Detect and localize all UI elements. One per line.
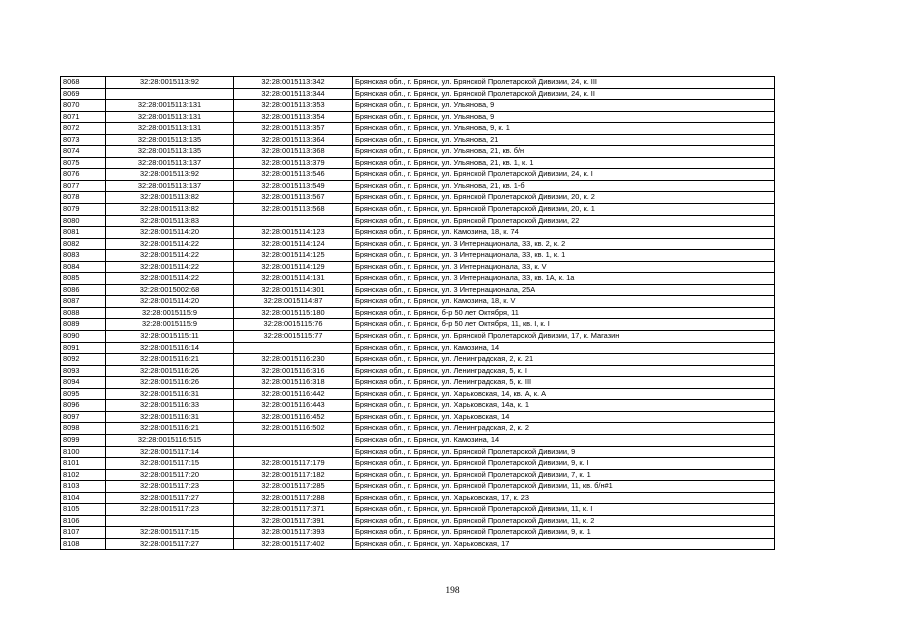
object-cadastral-number-cell: 32:28:0015113:344 [234, 88, 353, 100]
object-cadastral-number-cell: 32:28:0015117:285 [234, 481, 353, 493]
row-number-cell: 8104 [61, 492, 106, 504]
land-plot-cadastral-number-cell: 32:28:0015116:21 [106, 354, 234, 366]
table-row [61, 250, 775, 262]
land-plot-cadastral-number-cell: 32:28:0015113:83 [106, 215, 234, 227]
land-plot-cadastral-number-cell: 32:28:0015117:15 [106, 458, 234, 470]
row-number-cell: 8074 [61, 146, 106, 158]
row-number-cell: 8107 [61, 527, 106, 539]
table-row [61, 192, 775, 204]
land-plot-cadastral-number-cell: 32:28:0015114:22 [106, 273, 234, 285]
row-number-cell: 8084 [61, 261, 106, 273]
row-number-cell: 8082 [61, 238, 106, 250]
table-row [61, 169, 775, 181]
land-plot-cadastral-number-cell: 32:28:0015113:92 [106, 77, 234, 89]
row-number-cell: 8080 [61, 215, 106, 227]
table-row [61, 527, 775, 539]
land-plot-cadastral-number-cell: 32:28:0015116:31 [106, 411, 234, 423]
land-plot-cadastral-number-cell: 32:28:0015113:92 [106, 169, 234, 181]
table-row [61, 458, 775, 470]
object-cadastral-number-cell: 32:28:0015116:442 [234, 388, 353, 400]
table-row [61, 134, 775, 146]
row-number-cell: 8097 [61, 411, 106, 423]
row-number-cell: 8105 [61, 504, 106, 516]
table-row [61, 388, 775, 400]
row-number-cell: 8106 [61, 515, 106, 527]
object-cadastral-number-cell: 32:28:0015117:391 [234, 515, 353, 527]
object-cadastral-number-cell: 32:28:0015115:76 [234, 319, 353, 331]
row-number-cell: 8103 [61, 481, 106, 493]
object-cadastral-number-cell: 32:28:0015113:342 [234, 77, 353, 89]
table-row [61, 261, 775, 273]
address-cell: Брянская обл., г. Брянск, б-р 50 лет Октября, 11, кв. I, к. I [353, 319, 775, 331]
cadastral-registry-table [60, 76, 775, 550]
registry-table-body [61, 77, 775, 550]
table-row [61, 469, 775, 481]
table-row [61, 342, 775, 354]
address-cell: Брянская обл., г. Брянск, ул. Брянской Пролетарской Дивизии, 7, к. 1 [353, 469, 775, 481]
address-cell: Брянская обл., г. Брянск, ул. Брянской Пролетарской Дивизии, 24, к. III [353, 77, 775, 89]
address-cell: Брянская обл., г. Брянск, ул. Брянской Пролетарской Дивизии, 9, к. I [353, 458, 775, 470]
object-cadastral-number-cell: 32:28:0015116:443 [234, 400, 353, 412]
page-number: 198 [445, 586, 460, 596]
table-row [61, 365, 775, 377]
address-cell: Брянская обл., г. Брянск, ул. Брянской Пролетарской Дивизии, 20, к. 2 [353, 192, 775, 204]
table-row [61, 215, 775, 227]
table-row [61, 423, 775, 435]
row-number-cell: 8071 [61, 111, 106, 123]
object-cadastral-number-cell: 32:28:0015117:402 [234, 538, 353, 550]
address-cell: Брянская обл., г. Брянск, ул. Ульянова, 21, кв. 1-б [353, 180, 775, 192]
table-row [61, 273, 775, 285]
row-number-cell: 8089 [61, 319, 106, 331]
object-cadastral-number-cell: 32:28:0015113:368 [234, 146, 353, 158]
row-number-cell: 8100 [61, 446, 106, 458]
object-cadastral-number-cell: 32:28:0015117:371 [234, 504, 353, 516]
address-cell: Брянская обл., г. Брянск, ул. Ленинградская, 2, к. 21 [353, 354, 775, 366]
address-cell: Брянская обл., г. Брянск, ул. Брянской Пролетарской Дивизии, 24, к. I [353, 169, 775, 181]
row-number-cell: 8077 [61, 180, 106, 192]
object-cadastral-number-cell [234, 434, 353, 446]
land-plot-cadastral-number-cell: 32:28:0015113:131 [106, 111, 234, 123]
object-cadastral-number-cell: 32:28:0015117:179 [234, 458, 353, 470]
table-row [61, 411, 775, 423]
object-cadastral-number-cell: 32:28:0015114:131 [234, 273, 353, 285]
object-cadastral-number-cell: 32:28:0015116:318 [234, 377, 353, 389]
row-number-cell: 8075 [61, 157, 106, 169]
address-cell: Брянская обл., г. Брянск, ул. Камозина, 14 [353, 434, 775, 446]
land-plot-cadastral-number-cell: 32:28:0015115:9 [106, 307, 234, 319]
row-number-cell: 8081 [61, 227, 106, 239]
address-cell: Брянская обл., г. Брянск, ул. Брянской Пролетарской Дивизии, 22 [353, 215, 775, 227]
land-plot-cadastral-number-cell: 32:28:0015116:14 [106, 342, 234, 354]
object-cadastral-number-cell: 32:28:0015113:568 [234, 204, 353, 216]
row-number-cell: 8108 [61, 538, 106, 550]
address-cell: Брянская обл., г. Брянск, б-р 50 лет Октября, 11 [353, 307, 775, 319]
address-cell: Брянская обл., г. Брянск, ул. Харьковская, 14а, к. 1 [353, 400, 775, 412]
table-row [61, 400, 775, 412]
object-cadastral-number-cell: 32:28:0015116:502 [234, 423, 353, 435]
address-cell: Брянская обл., г. Брянск, ул. 3 Интернационала, 33, к. V [353, 261, 775, 273]
row-number-cell: 8076 [61, 169, 106, 181]
address-cell: Брянская обл., г. Брянск, ул. Камозина, 18, к. 74 [353, 227, 775, 239]
object-cadastral-number-cell: 32:28:0015113:357 [234, 123, 353, 135]
address-cell: Брянская обл., г. Брянск, ул. Камозина, 18, к. V [353, 296, 775, 308]
land-plot-cadastral-number-cell [106, 88, 234, 100]
table-row [61, 227, 775, 239]
land-plot-cadastral-number-cell: 32:28:0015116:31 [106, 388, 234, 400]
table-row [61, 157, 775, 169]
row-number-cell: 8102 [61, 469, 106, 481]
land-plot-cadastral-number-cell: 32:28:0015116:33 [106, 400, 234, 412]
address-cell: Брянская обл., г. Брянск, ул. Ульянова, 21, кв. 1, к. 1 [353, 157, 775, 169]
land-plot-cadastral-number-cell: 32:28:0015117:15 [106, 527, 234, 539]
object-cadastral-number-cell: 32:28:0015116:316 [234, 365, 353, 377]
address-cell: Брянская обл., г. Брянск, ул. Ульянова, 21, кв. б/н [353, 146, 775, 158]
address-cell: Брянская обл., г. Брянск, ул. Ульянова, 9 [353, 100, 775, 112]
object-cadastral-number-cell: 32:28:0015114:125 [234, 250, 353, 262]
object-cadastral-number-cell: 32:28:0015115:77 [234, 331, 353, 343]
object-cadastral-number-cell: 32:28:0015117:393 [234, 527, 353, 539]
address-cell: Брянская обл., г. Брянск, ул. Харьковская, 14, кв. А, к. А [353, 388, 775, 400]
row-number-cell: 8098 [61, 423, 106, 435]
land-plot-cadastral-number-cell: 32:28:0015117:23 [106, 481, 234, 493]
object-cadastral-number-cell: 32:28:0015113:364 [234, 134, 353, 146]
object-cadastral-number-cell: 32:28:0015114:301 [234, 284, 353, 296]
table-row [61, 204, 775, 216]
object-cadastral-number-cell: 32:28:0015114:123 [234, 227, 353, 239]
land-plot-cadastral-number-cell: 32:28:0015113:82 [106, 204, 234, 216]
object-cadastral-number-cell: 32:28:0015113:567 [234, 192, 353, 204]
land-plot-cadastral-number-cell: 32:28:0015116:26 [106, 377, 234, 389]
row-number-cell: 8090 [61, 331, 106, 343]
object-cadastral-number-cell: 32:28:0015113:354 [234, 111, 353, 123]
address-cell: Брянская обл., г. Брянск, ул. Камозина, 14 [353, 342, 775, 354]
object-cadastral-number-cell: 32:28:0015113:546 [234, 169, 353, 181]
object-cadastral-number-cell: 32:28:0015113:379 [234, 157, 353, 169]
address-cell: Брянская обл., г. Брянск, ул. Брянской Пролетарской Дивизии, 20, к. 1 [353, 204, 775, 216]
address-cell: Брянская обл., г. Брянск, ул. 3 Интернационала, 25А [353, 284, 775, 296]
table-row [61, 180, 775, 192]
row-number-cell: 8068 [61, 77, 106, 89]
land-plot-cadastral-number-cell: 32:28:0015117:14 [106, 446, 234, 458]
land-plot-cadastral-number-cell: 32:28:0015116:26 [106, 365, 234, 377]
object-cadastral-number-cell: 32:28:0015114:124 [234, 238, 353, 250]
land-plot-cadastral-number-cell: 32:28:0015114:22 [106, 250, 234, 262]
table-row [61, 146, 775, 158]
object-cadastral-number-cell: 32:28:0015113:353 [234, 100, 353, 112]
table-row [61, 88, 775, 100]
row-number-cell: 8078 [61, 192, 106, 204]
row-number-cell: 8083 [61, 250, 106, 262]
land-plot-cadastral-number-cell: 32:28:0015002:68 [106, 284, 234, 296]
object-cadastral-number-cell: 32:28:0015117:288 [234, 492, 353, 504]
row-number-cell: 8072 [61, 123, 106, 135]
land-plot-cadastral-number-cell: 32:28:0015113:131 [106, 123, 234, 135]
object-cadastral-number-cell: 32:28:0015114:87 [234, 296, 353, 308]
table-row [61, 354, 775, 366]
object-cadastral-number-cell [234, 342, 353, 354]
address-cell: Брянская обл., г. Брянск, ул. Ульянова, 9, к. 1 [353, 123, 775, 135]
table-row [61, 377, 775, 389]
table-row [61, 504, 775, 516]
table-row [61, 307, 775, 319]
row-number-cell: 8069 [61, 88, 106, 100]
address-cell: Брянская обл., г. Брянск, ул. Ленинградская, 5, к. I [353, 365, 775, 377]
address-cell: Брянская обл., г. Брянск, ул. Харьковская, 14 [353, 411, 775, 423]
land-plot-cadastral-number-cell [106, 515, 234, 527]
table-row [61, 111, 775, 123]
address-cell: Брянская обл., г. Брянск, ул. Брянской Пролетарской Дивизии, 11, к. I [353, 504, 775, 516]
row-number-cell: 8079 [61, 204, 106, 216]
table-row [61, 434, 775, 446]
row-number-cell: 8087 [61, 296, 106, 308]
object-cadastral-number-cell [234, 446, 353, 458]
table-row [61, 284, 775, 296]
row-number-cell: 8099 [61, 434, 106, 446]
address-cell: Брянская обл., г. Брянск, ул. 3 Интернационала, 33, кв. 2, к. 2 [353, 238, 775, 250]
land-plot-cadastral-number-cell: 32:28:0015114:22 [106, 261, 234, 273]
row-number-cell: 8094 [61, 377, 106, 389]
land-plot-cadastral-number-cell: 32:28:0015113:137 [106, 180, 234, 192]
object-cadastral-number-cell: 32:28:0015113:549 [234, 180, 353, 192]
land-plot-cadastral-number-cell: 32:28:0015116:21 [106, 423, 234, 435]
object-cadastral-number-cell: 32:28:0015116:452 [234, 411, 353, 423]
land-plot-cadastral-number-cell: 32:28:0015113:131 [106, 100, 234, 112]
land-plot-cadastral-number-cell: 32:28:0015115:9 [106, 319, 234, 331]
land-plot-cadastral-number-cell: 32:28:0015113:135 [106, 134, 234, 146]
table-row [61, 77, 775, 89]
land-plot-cadastral-number-cell: 32:28:0015113:135 [106, 146, 234, 158]
object-cadastral-number-cell: 32:28:0015117:182 [234, 469, 353, 481]
land-plot-cadastral-number-cell: 32:28:0015114:22 [106, 238, 234, 250]
table-row [61, 123, 775, 135]
table-row [61, 238, 775, 250]
row-number-cell: 8092 [61, 354, 106, 366]
row-number-cell: 8073 [61, 134, 106, 146]
row-number-cell: 8085 [61, 273, 106, 285]
row-number-cell: 8101 [61, 458, 106, 470]
object-cadastral-number-cell [234, 215, 353, 227]
row-number-cell: 8088 [61, 307, 106, 319]
land-plot-cadastral-number-cell: 32:28:0015116:515 [106, 434, 234, 446]
table-row [61, 296, 775, 308]
object-cadastral-number-cell: 32:28:0015115:180 [234, 307, 353, 319]
address-cell: Брянская обл., г. Брянск, ул. Брянской Пролетарской Дивизии, 9, к. 1 [353, 527, 775, 539]
row-number-cell: 8096 [61, 400, 106, 412]
land-plot-cadastral-number-cell: 32:28:0015113:82 [106, 192, 234, 204]
row-number-cell: 8093 [61, 365, 106, 377]
land-plot-cadastral-number-cell: 32:28:0015117:20 [106, 469, 234, 481]
table-row [61, 481, 775, 493]
table-row [61, 492, 775, 504]
object-cadastral-number-cell: 32:28:0015116:230 [234, 354, 353, 366]
address-cell: Брянская обл., г. Брянск, ул. 3 Интернационала, 33, кв. 1А, к. 1а [353, 273, 775, 285]
land-plot-cadastral-number-cell: 32:28:0015114:20 [106, 227, 234, 239]
address-cell: Брянская обл., г. Брянск, ул. Брянской Пролетарской Дивизии, 24, к. II [353, 88, 775, 100]
table-row [61, 446, 775, 458]
address-cell: Брянская обл., г. Брянск, ул. Ульянова, 9 [353, 111, 775, 123]
address-cell: Брянская обл., г. Брянск, ул. Брянской Пролетарской Дивизии, 11, кв. б/н#1 [353, 481, 775, 493]
address-cell: Брянская обл., г. Брянск, ул. Брянской Пролетарской Дивизии, 11, к. 2 [353, 515, 775, 527]
land-plot-cadastral-number-cell: 32:28:0015113:137 [106, 157, 234, 169]
address-cell: Брянская обл., г. Брянск, ул. Брянской Пролетарской Дивизии, 17, к. Магазин [353, 331, 775, 343]
table-row [61, 331, 775, 343]
address-cell: Брянская обл., г. Брянск, ул. 3 Интернационала, 33, кв. 1, к. 1 [353, 250, 775, 262]
table-row [61, 538, 775, 550]
row-number-cell: 8070 [61, 100, 106, 112]
address-cell: Брянская обл., г. Брянск, ул. Ульянова, 21 [353, 134, 775, 146]
table-row [61, 515, 775, 527]
address-cell: Брянская обл., г. Брянск, ул. Харьковская, 17, к. 23 [353, 492, 775, 504]
address-cell: Брянская обл., г. Брянск, ул. Ленинградская, 5, к. III [353, 377, 775, 389]
address-cell: Брянская обл., г. Брянск, ул. Ленинградская, 2, к. 2 [353, 423, 775, 435]
address-cell: Брянская обл., г. Брянск, ул. Харьковская, 17 [353, 538, 775, 550]
object-cadastral-number-cell: 32:28:0015114:129 [234, 261, 353, 273]
land-plot-cadastral-number-cell: 32:28:0015115:11 [106, 331, 234, 343]
land-plot-cadastral-number-cell: 32:28:0015117:23 [106, 504, 234, 516]
row-number-cell: 8086 [61, 284, 106, 296]
land-plot-cadastral-number-cell: 32:28:0015117:27 [106, 538, 234, 550]
row-number-cell: 8095 [61, 388, 106, 400]
land-plot-cadastral-number-cell: 32:28:0015117:27 [106, 492, 234, 504]
table-row [61, 100, 775, 112]
table-row [61, 319, 775, 331]
row-number-cell: 8091 [61, 342, 106, 354]
land-plot-cadastral-number-cell: 32:28:0015114:20 [106, 296, 234, 308]
address-cell: Брянская обл., г. Брянск, ул. Брянской Пролетарской Дивизии, 9 [353, 446, 775, 458]
